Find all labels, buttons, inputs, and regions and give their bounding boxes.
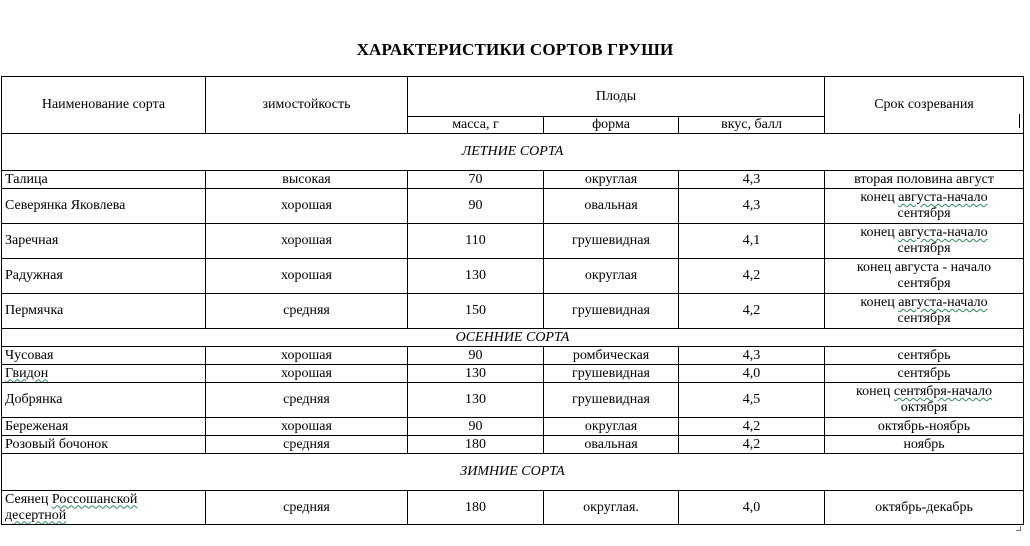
mass-cell: 180 — [408, 436, 544, 454]
taste-cell: 4,3 — [679, 347, 825, 365]
mass-cell: 130 — [408, 365, 544, 383]
table-row — [2, 418, 1024, 436]
table-row — [2, 383, 1024, 418]
ripening-part: августа-начало — [898, 295, 988, 310]
variety-name: Розовый бочонок — [2, 436, 206, 454]
shape-cell: овальная — [544, 189, 679, 224]
ripening-part: конец — [860, 295, 895, 310]
table-row — [2, 491, 1024, 525]
mass-cell: 150 — [408, 294, 544, 329]
ripening-part: сентября-начало — [893, 384, 993, 399]
ripening-cell — [825, 259, 1024, 294]
ripening-cell: сентябрь — [825, 347, 1024, 365]
ripening-cell: ноябрь — [825, 436, 1024, 454]
shape-cell: грушевидная — [544, 383, 679, 418]
ripening-part: сентября — [897, 311, 951, 326]
table-row — [2, 259, 1024, 294]
header-ripening: Срок созревания — [825, 77, 1024, 134]
taste-cell: 4,3 — [679, 189, 825, 224]
taste-cell: 4,1 — [679, 224, 825, 259]
header-hardiness: зимостойкость — [206, 77, 408, 134]
header-taste: вкус, балл — [679, 117, 825, 134]
hardiness-cell: хорошая — [206, 224, 408, 259]
variety-name: Северянка Яковлева — [2, 189, 206, 224]
shape-cell: округлая — [544, 259, 679, 294]
variety-name: Пермячка — [2, 294, 206, 329]
ripening-cell — [825, 224, 1024, 259]
shape-cell: ромбическая — [544, 347, 679, 365]
variety-name — [2, 365, 206, 383]
header-variety: Наименование сорта — [2, 77, 206, 134]
variety-name: Талица — [2, 171, 206, 189]
variety-name-text: Гвидон — [5, 365, 49, 381]
header-mass: масса, г — [408, 117, 544, 134]
hardiness-cell: средняя — [206, 383, 408, 418]
mass-cell: 130 — [408, 259, 544, 294]
hardiness-cell: хорошая — [206, 347, 408, 365]
mass-cell: 90 — [408, 418, 544, 436]
hardiness-cell: хорошая — [206, 365, 408, 383]
variety-name: Радужная — [2, 259, 206, 294]
ripening-part: конец — [856, 384, 891, 399]
ripening-cell: октябрь-декабрь — [825, 491, 1024, 525]
page-corner-mark — [1016, 526, 1021, 531]
page-title: ХАРАКТЕРИСТИКИ СОРТОВ ГРУШИ — [356, 40, 674, 59]
ripening-part: конец — [860, 225, 895, 240]
hardiness-cell: хорошая — [206, 259, 408, 294]
section-label: ЗИМНИЕ СОРТА — [2, 454, 1024, 491]
hardiness-cell: хорошая — [206, 189, 408, 224]
ripening-cell — [825, 189, 1024, 224]
shape-cell: грушевидная — [544, 224, 679, 259]
shape-cell: грушевидная — [544, 294, 679, 329]
ripening-part: августа-начало — [898, 190, 988, 205]
section-row — [2, 134, 1024, 171]
shape-cell: округлая — [544, 171, 679, 189]
ripening-part: конец — [860, 190, 895, 205]
variety-name-part: Сеянец — [5, 491, 49, 507]
table-row — [2, 347, 1024, 365]
section-row — [2, 454, 1024, 491]
hardiness-cell: средняя — [206, 436, 408, 454]
shape-cell: грушевидная — [544, 365, 679, 383]
taste-cell: 4,0 — [679, 365, 825, 383]
header-shape: форма — [544, 117, 679, 134]
taste-cell: 4,3 — [679, 171, 825, 189]
table-row — [2, 365, 1024, 383]
table-row — [2, 436, 1024, 454]
taste-cell: 4,2 — [679, 436, 825, 454]
shape-cell: округлая. — [544, 491, 679, 525]
mass-cell: 180 — [408, 491, 544, 525]
shape-cell: овальная — [544, 436, 679, 454]
row-end-marker — [1019, 114, 1020, 128]
mass-cell: 110 — [408, 224, 544, 259]
ripening-cell: вторая половина август — [825, 171, 1024, 189]
ripening-part: сентября — [897, 241, 951, 256]
table-row — [2, 189, 1024, 224]
mass-cell: 90 — [408, 347, 544, 365]
ripening-part: сентября — [897, 276, 951, 291]
variety-name: Береженая — [2, 418, 206, 436]
table-row — [2, 171, 1024, 189]
table-row — [2, 294, 1024, 329]
hardiness-cell: высокая — [206, 171, 408, 189]
ripening-part: конец августа - начало — [856, 260, 992, 275]
section-label: ОСЕННИЕ СОРТА — [2, 329, 1024, 347]
variety-name — [2, 491, 206, 525]
section-label: ЛЕТНИЕ СОРТА — [2, 134, 1024, 171]
taste-cell: 4,2 — [679, 259, 825, 294]
variety-name-part: Россошанской — [51, 491, 138, 507]
variety-name: Добрянка — [2, 383, 206, 418]
table-row — [2, 224, 1024, 259]
taste-cell: 4,5 — [679, 383, 825, 418]
ripening-cell — [825, 383, 1024, 418]
taste-cell: 4,2 — [679, 418, 825, 436]
taste-cell: 4,0 — [679, 491, 825, 525]
variety-name-part: десертной — [5, 507, 67, 523]
taste-cell: 4,2 — [679, 294, 825, 329]
ripening-cell: сентябрь — [825, 365, 1024, 383]
ripening-part: августа-начало — [898, 225, 988, 240]
hardiness-cell: средняя — [206, 491, 408, 525]
ripening-part: октября — [900, 400, 948, 415]
header-fruits: Плоды — [408, 77, 825, 117]
pear-varieties-table — [1, 76, 1024, 525]
variety-name: Чусовая — [2, 347, 206, 365]
variety-name: Заречная — [2, 224, 206, 259]
hardiness-cell: средняя — [206, 294, 408, 329]
hardiness-cell: хорошая — [206, 418, 408, 436]
ripening-cell: октябрь-ноябрь — [825, 418, 1024, 436]
section-row — [2, 329, 1024, 347]
mass-cell: 90 — [408, 189, 544, 224]
shape-cell: округлая — [544, 418, 679, 436]
ripening-part: сентября — [897, 206, 951, 221]
table-header-row — [2, 77, 1024, 117]
mass-cell: 70 — [408, 171, 544, 189]
ripening-cell — [825, 294, 1024, 329]
mass-cell: 130 — [408, 383, 544, 418]
